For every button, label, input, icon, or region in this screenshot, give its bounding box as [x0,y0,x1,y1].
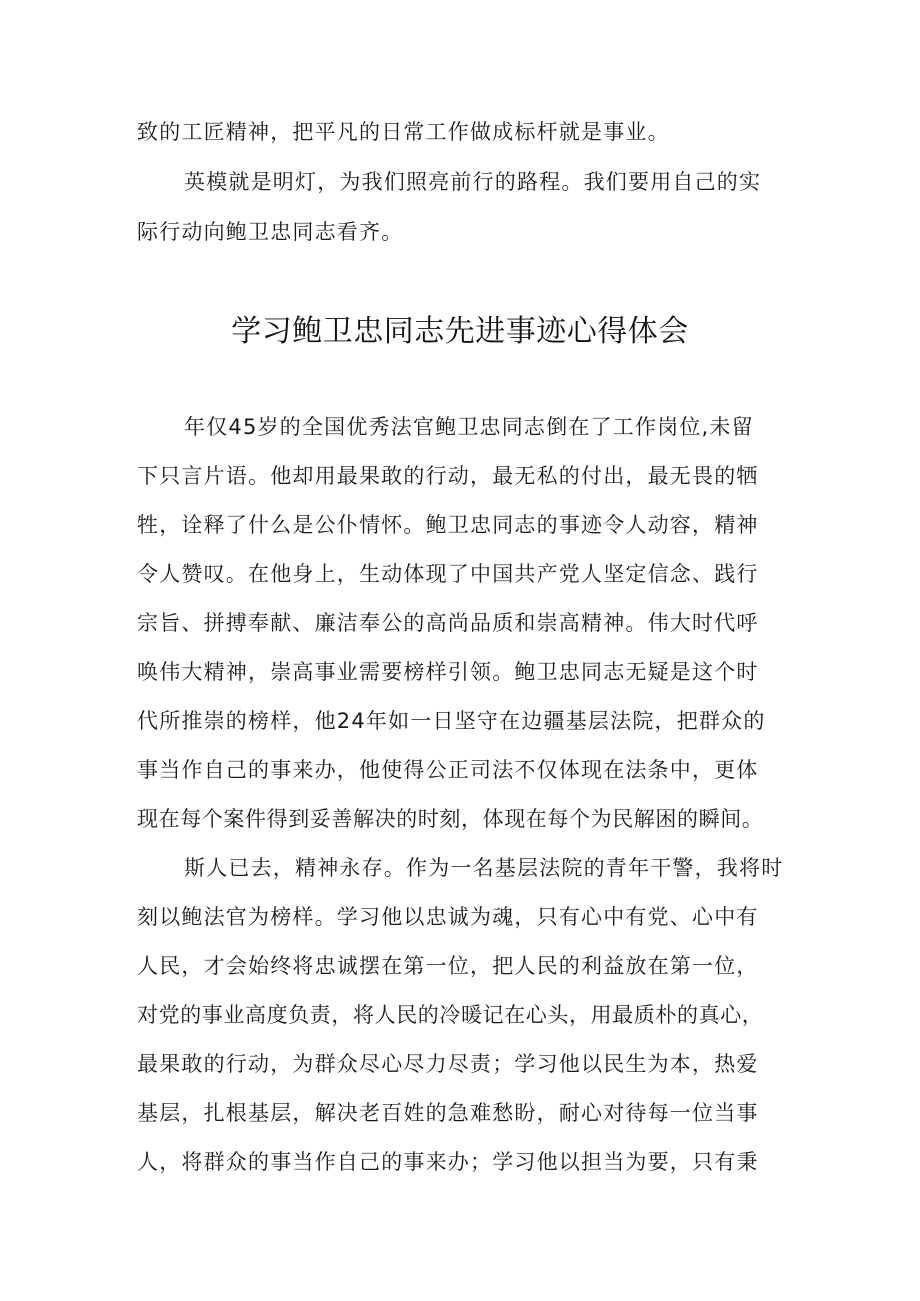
body-text-line: 年仅45岁的全国优秀法官鲍卫忠同志倒在了工作岗位,未留 [184,415,754,439]
body-text-line: 最果敢的行动，为群众尽心尽力尽责；学习他以民生为本，热爱 [137,1052,759,1076]
body-text-line: 人民，才会始终将忠诚摆在第一位，把人民的利益放在第一位， [137,954,759,978]
body-text-line: 牲，诠释了什么是公仆情怀。鲍卫忠同志的事迹令人动容，精神 [137,513,759,537]
body-text-line: 宗旨、拼搏奉献、廉洁奉公的高尚品质和崇高精神。伟大时代呼 [137,611,759,635]
body-text-line: 下只言片语。他却用最果敢的行动，最无私的付出，最无畏的牺 [137,464,759,488]
prev-text-line: 致的工匠精神，把平凡的日常工作做成标杆就是事业。 [137,120,670,144]
body-text-line: 基层，扎根基层，解决老百姓的急难愁盼，耐心对待每一位当事 [137,1101,759,1125]
body-text-line: 斯人已去，精神永存。作为一名基层法院的青年干警，我将时 [184,856,784,880]
prev-text-line: 英模就是明灯，为我们照亮前行的路程。我们要用自己的实 [184,170,762,194]
body-text-line: 代所推崇的榜样，他24年如一日坚守在边疆基层法院，把群众的 [137,709,766,733]
body-text-line: 人，将群众的事当作自己的事来办；学习他以担当为要，只有秉 [137,1150,759,1174]
body-text-line: 对党的事业高度负责，将人民的冷暖记在心头，用最质朴的真心， [137,1003,764,1027]
prev-text-line: 际行动向鲍卫忠同志看齐。 [137,220,404,244]
body-text-line: 刻以鲍法官为榜样。学习他以忠诚为魂，只有心中有党、心中有 [137,905,759,929]
body-text-line: 令人赞叹。在他身上，生动体现了中国共产党人坚定信念、践行 [137,562,759,586]
body-text-line: 现在每个案件得到妥善解决的时刻，体现在每个为民解困的瞬间。 [137,807,764,831]
body-text-line: 事当作自己的事来办，他使得公正司法不仅体现在法条中，更体 [137,758,759,782]
article-title: 学习鲍卫忠同志先进事迹心得体会 [231,314,689,349]
body-text-line: 唤伟大精神，崇高事业需要榜样引领。鲍卫忠同志无疑是这个时 [137,660,759,684]
